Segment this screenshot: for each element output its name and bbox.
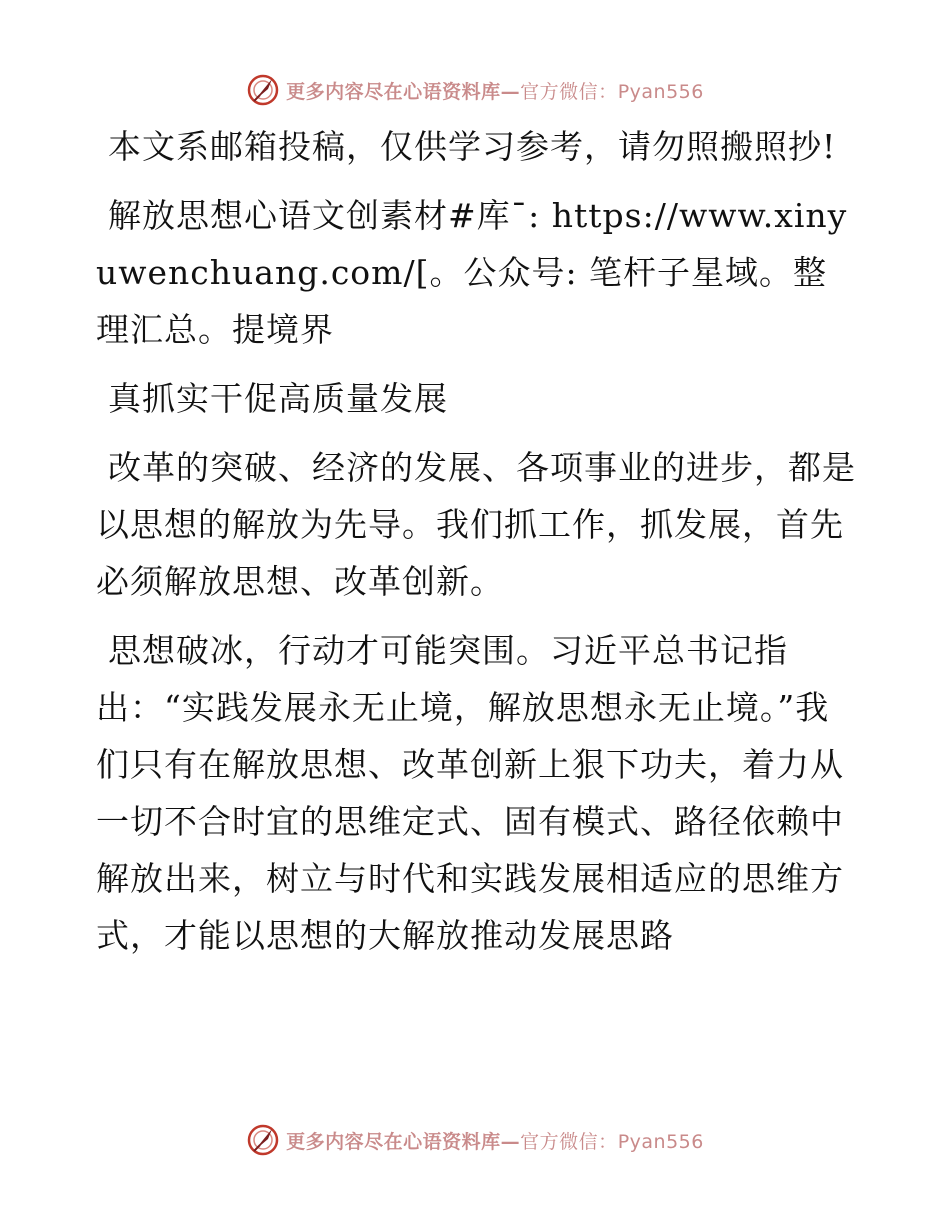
footer-banner [0, 1120, 950, 1160]
paragraph-disclaimer: 本文系邮箱投稿，仅供学习参考，请勿照搬照抄! [108, 127, 837, 166]
banner-text: 更多内容尽在心语资料库—官方微信：Pyan556 [286, 1130, 704, 1153]
header-banner [0, 70, 950, 110]
quill-pen-logo-icon [246, 73, 280, 107]
banner-text: 更多内容尽在心语资料库—官方微信：Pyan556 [286, 80, 704, 103]
paragraph-body-1: 改革的突破、经济的发展、各项事业的进步，都是以思想的解放为先导。我们抓工作，抓发展，首先必须解放思想、改革创新。 [96, 448, 856, 601]
paragraph-body-2: 思想破冰，行动才可能突围。习近平总书记指出：“实践发展永无止境，解放思想永无止境。”我们只有在解放思想、改革创新上狠下功夫，着力从一切不合时宜的思维定式、固有模式、路径依赖中解放出来，树立与时代和实践发展相适应的思维方式，才能以思想的大解放推动发展思路 [96, 631, 844, 955]
document-body [96, 118, 856, 976]
quill-pen-logo-icon [246, 1123, 280, 1157]
paragraph-heading: 真抓实干促高质量发展 [108, 379, 448, 418]
paragraph-source: 解放思想心语文创素材#库¯: https://www.xinyuwenchuang.com/[。公众号: 笔杆子星域。整理汇总。提境界 [96, 196, 848, 349]
